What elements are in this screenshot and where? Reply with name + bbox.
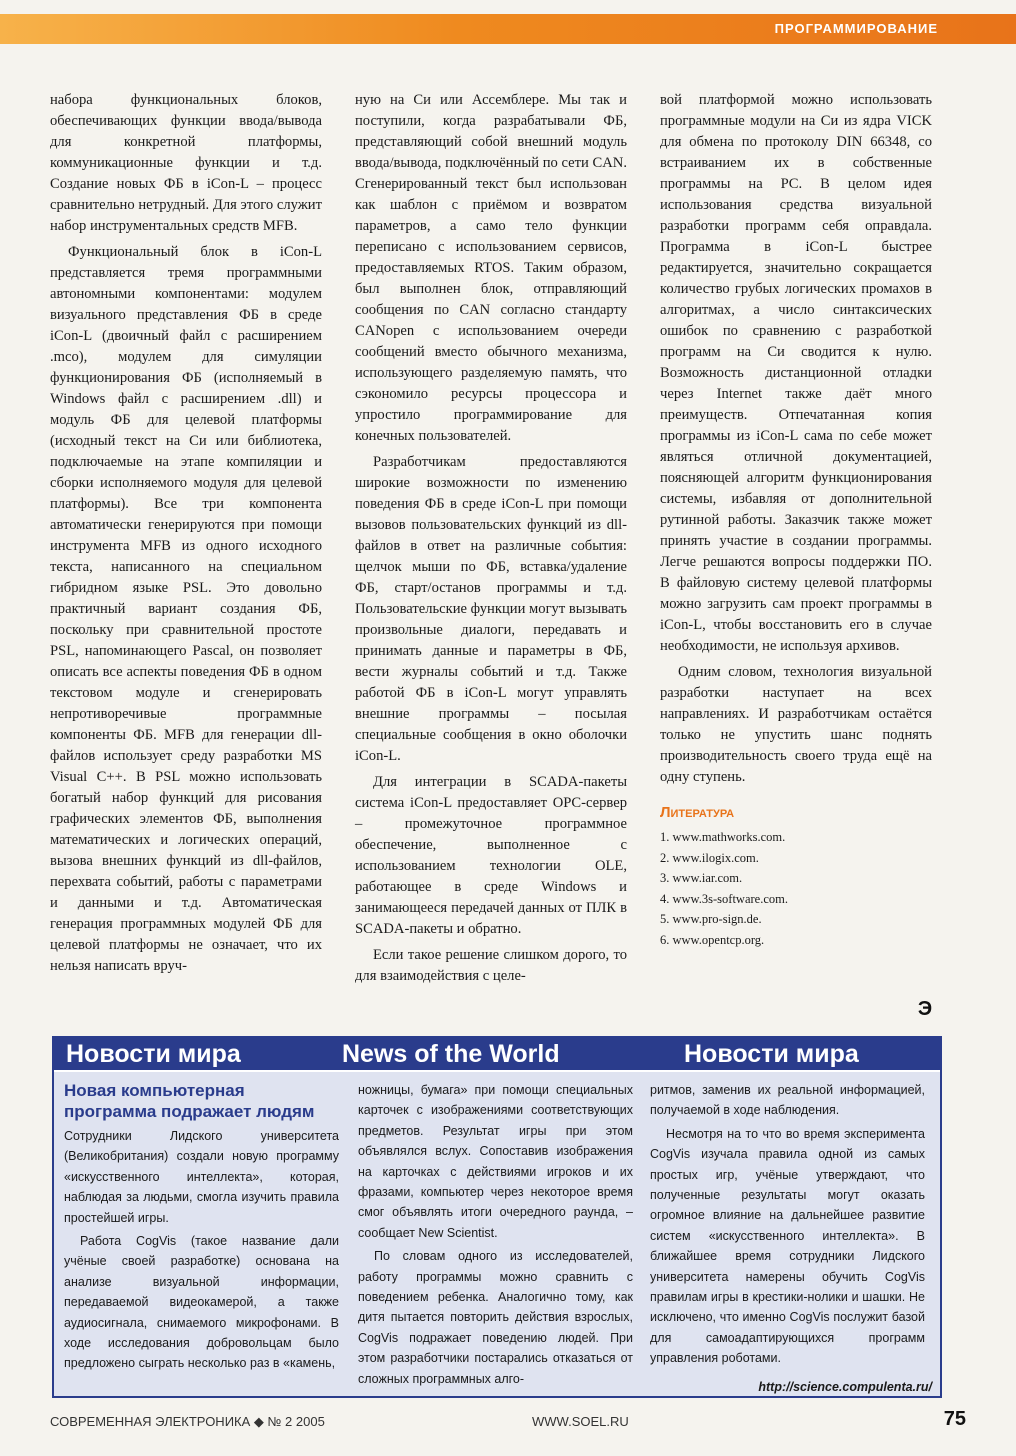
news-column-2 [358, 1080, 633, 1389]
news-box [52, 1036, 942, 1398]
news-paragraph: Работа CogVis (такое название дали учёные своей разработке) основана на анализе визуальной информации, передаваемой видеокамерой, а также аудиосигнала, снимаемого микрофонами. В ходе исследования добровольцам было предложено сыграть несколько раз в «камень, [64, 1234, 339, 1371]
article-paragraph: вой платформой можно использовать программные модули на Си из ядра VICK для обмена по протоколу DIN 66348, со встраиванием их в собственные программы на PC. В целом идея использования средства визуальной разработки программ себя оправдала. Программа в iCon-L быстрее редактируется, значительно сокращается количество грубых логических промахов в алгоритмах, а число синтаксических ошибок по сравнению с разработкой программ на Си сводится к нулю. Возможность дистанционной отладки через Internet также даёт много преимуществ. Отпечатанная копия программы из iCon-L сама по себе может являться отличной документацией, поясняющей алгоритм функционирования системы, избавляя от дополнительной рутинной работы. Заказчик также может принять участие в создании программы. Легче решаются вопросы поддержки ПО. В файловую систему целевой платформы можно загрузить сам проект программы в iCon-L, чтобы восстановить его в случае необходимости, не используя архивов. [660, 92, 932, 654]
footer-website[interactable]: WWW.SOEL.RU [532, 1414, 629, 1429]
article-paragraph: Для интеграции в SCADA-пакеты система iCon-L предоставляет OPC-сервер – промежуточное программное обеспечение, выполненное с использованием технологии OLE, работающее в среде Windows и занимающееся передачей данных от ПЛК в SCADA-пакеты и обратно. [355, 774, 627, 937]
article-paragraph: ную на Си или Ассемблере. Мы так и поступили, когда разрабатывали ФБ, представляющий собой внешний модуль ввода/вывода, подключённый по сети CAN. Сгенерированный текст был использован как шаблон с приёмом и возвратом параметров, а само тело функции переписано с использованием сервисов, предоставляемых RTOS. Таким образом, был выполнен блок, отправляющий сообщения по CAN согласно стандарту CANopen с использованием очереди сообщений вместо обычного механизма, использующего разделяемую память, что сэкономило ресурсы процессора и упростило программирование для конечных пользователей. [355, 92, 627, 444]
news-banner [54, 1038, 940, 1070]
footer-journal-title: СОВРЕМЕННАЯ ЭЛЕКТРОНИКА ◆ № 2 2005 [50, 1414, 325, 1429]
news-column-1 [64, 1080, 339, 1374]
literature-item: 4. www.3s-software.com. [660, 891, 788, 906]
page-number: 75 [943, 1408, 966, 1430]
news-body [54, 1072, 940, 1396]
news-title: Новая компьютерная программа подражает людям [64, 1081, 315, 1121]
news-column-3 [650, 1080, 925, 1369]
news-source-link[interactable]: http://science.compulenta.ru/ [758, 1380, 932, 1394]
literature-item: 2. www.ilogix.com. [660, 850, 759, 865]
literature-item: 1. www.mathworks.com. [660, 830, 786, 844]
literature-item: 6. www.opentcp.org. [660, 932, 765, 947]
news-paragraph: По словам одного из исследователей, работу программы можно сравнить с поведением ребенка. Аналогично тому, как дитя пытается повторить действия взрослых, CogVis подражает поведению людей. При этом разработчики постарались отказаться от сложных программных алго- [358, 1249, 633, 1386]
article-column-2 [355, 90, 627, 987]
article-paragraph: Если такое решение слишком дорого, то для взаимодействия с целе- [355, 947, 627, 984]
news-paragraph: ритмов, заменив их реальной информацией, получаемой в ходе наблюдения. [650, 1083, 925, 1118]
article-paragraph: Одним словом, технология визуальной разработки наступает на всех направлениях. И разработчикам остаётся только не упустить шанс поднять производительность своего труда ещё на одну ступень. [660, 664, 932, 785]
article-column-1 [50, 90, 322, 977]
article-paragraph: набора функциональных блоков, обеспечивающих функции ввода/вывода для конкретной платформы, коммуникационные функции и т.д. Создание новых ФБ в iCon-L – процесс сравнительно нетрудный. Для этого служит набор инструментальных средств MFB. [50, 92, 322, 234]
end-of-article-logo-icon: Э [917, 998, 933, 1020]
news-paragraph: Несмотря на то что во время эксперимента CogVis изучала правила одной из самых простых игр, учёные утверждают, что полученные результаты могут оказать огромное влияние на дальнейшее развитие систем «искусственного интеллекта». В ближайшее время сотрудники Лидского университета намерены обучить CogVis правилам игры в крестики-нолики и шашки. Не исключено, что именно CogVis послужит базой для самоадаптирующихся программ управления роботами. [650, 1126, 925, 1366]
literature-list [660, 827, 932, 950]
news-banner-center: News of the World [342, 1040, 560, 1068]
news-paragraph: ножницы, бумага» при помощи специальных карточек с изображениями соответствующих предметов. Результат игры при этом объявлялся вслух. Сопоставив изображения на карточках с действиями игроков и их фразами, компьютер через некоторое время смог объявлять итоги очередного раунда, – сообщает New Scientist. [358, 1083, 633, 1240]
section-title: ПРОГРАММИРОВАНИЕ [774, 21, 938, 36]
news-banner-right: Новости мира [684, 1040, 859, 1068]
literature-heading: Литература [660, 804, 735, 821]
news-banner-left: Новости мира [66, 1040, 241, 1068]
article-paragraph: Разработчикам предоставляются широкие возможности по изменению поведения ФБ в среде iCon-L при помощи вызовов пользовательских функций из dll-файлов в ответ на различные события: щелчок мыши по ФБ, вставка/удаление ФБ, старт/останов программы и т.д. Пользовательские функции могут вызывать произвольные диалоги, передавать и принимать данные и параметры в ФБ, вести журналы событий и т.д. Также работой ФБ в iCon-L могут управлять внешние программы – посылая специальные сообщения в окно оболочки iCon-L. [355, 454, 627, 764]
literature-item: 5. www.pro-sign.de. [660, 912, 762, 926]
literature-item: 3. www.iar.com. [660, 871, 743, 885]
article-paragraph: Функциональный блок в iCon-L представляется тремя программными автономными компонентами: модулем визуального представления ФБ в среде iCon-L (двоичный файл с расширением .mco), модулем для симуляции функционирования ФБ (исполняемый в Windows файл с расширением .dll) и модуль ФБ для целевой платформы (исходный текст на Си или библиотека, подключаемые на этапе компиляции и сборки исполняемого модуля для целевой платформы). Все три компонента автоматически генерируются при помощи инструмента MFB из одного исходного текста, написанного на специальном гибридном языке PSL. Это довольно практичный вариант создания ФБ, поскольку при сравнительной простоте PSL, напоминающего Pascal, он позволяет описать все аспекты поведения ФБ в одном текстовом модуле и сгенерировать непротиворечивые программные компоненты ФБ. MFB для генерации dll-файлов использует среду разработки MS Visual C++. В PSL можно использовать богатый набор функций для рисования графических элементов ФБ, выполнения математических и логических операций, вызова внешних функций из dll-файлов, перехвата событий, работы с параметрами и данными и т.д. Автоматическая генерация программных модулей ФБ для целевой платформы не означает, что их нельзя написать вруч- [50, 244, 322, 974]
article-column-3 [660, 90, 932, 950]
news-paragraph: Сотрудники Лидского университета (Великобритания) создали новую программу «искусственного интеллекта», которая, наблюдая за людьми, смогла изучить правила простейшей игры. [64, 1129, 339, 1225]
section-header-bar [0, 14, 1016, 44]
